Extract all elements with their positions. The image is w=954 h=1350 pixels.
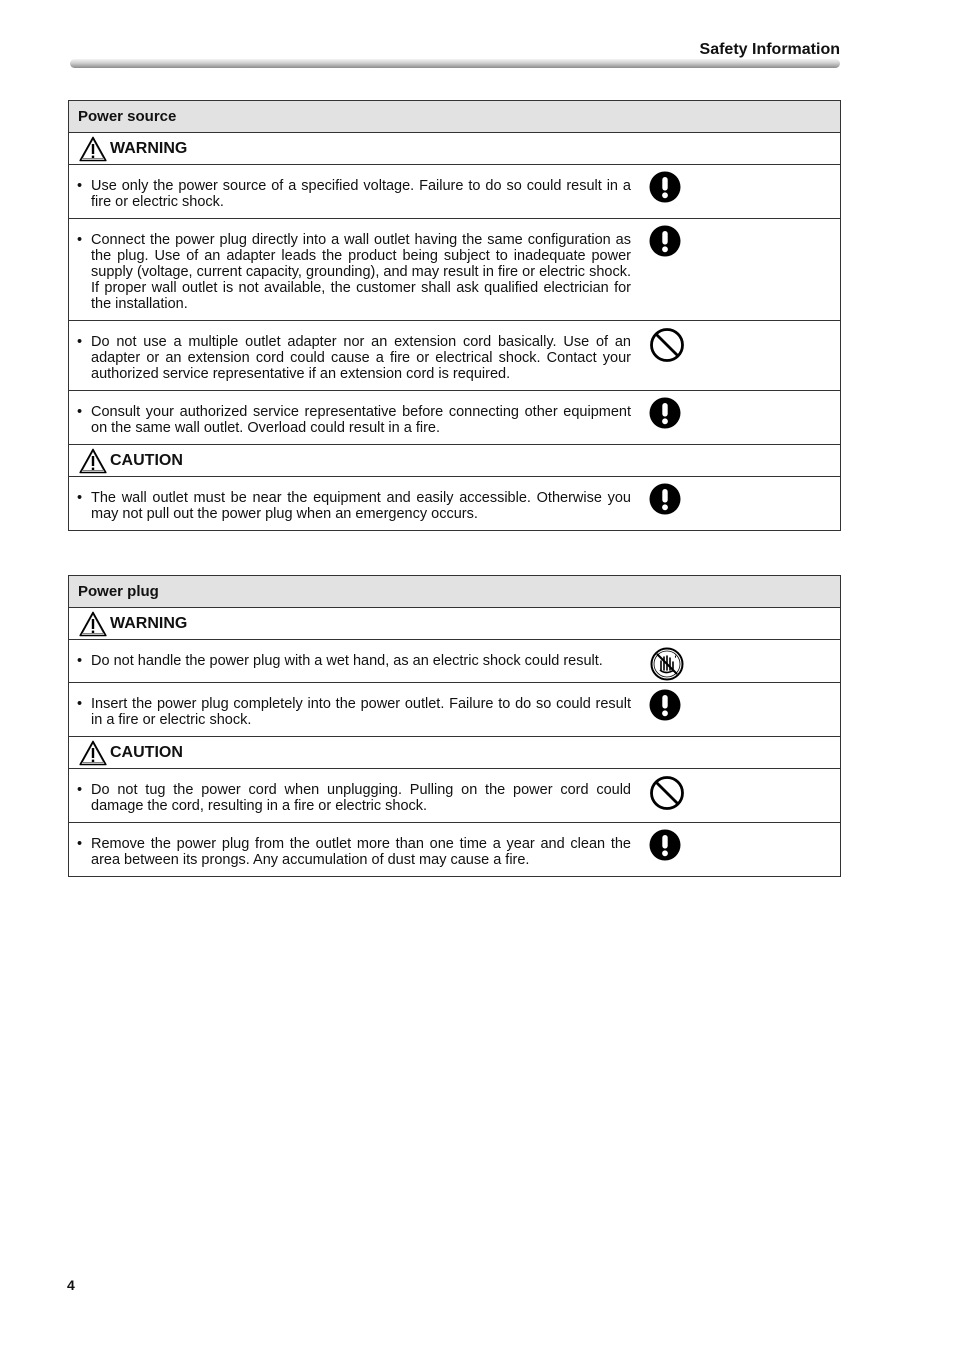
hazard-level-row [69,445,841,477]
header-divider-bar [70,59,840,68]
hazard-level-label: WARNING [110,139,188,157]
no-wet-hands-icon [631,640,699,682]
page-header-title: Safety Information [699,41,840,58]
hazard-level-row [69,133,841,165]
safety-item-text: • Consult your authorized service representative before connecting other equipment on the same wall outlet. Overload could result in a fire. [69,391,631,444]
safety-item [69,391,841,445]
hazard-level-label: CAUTION [110,743,183,761]
safety-item [69,823,841,877]
safety-item [69,321,841,391]
safety-item [69,219,841,321]
mandatory-action-icon [631,219,699,320]
safety-table [68,575,841,877]
safety-table [68,100,841,531]
safety-item-text: • Do not handle the power plug with a wet hand, as an electric shock could result. [69,640,631,682]
hazard-level-label: WARNING [110,614,188,632]
page-number: 4 [67,1277,75,1293]
warning-triangle-icon [79,611,107,637]
safety-item-text: • Use only the power source of a specified voltage. Failure to do so could result in a fire or electric shock. [69,165,631,218]
safety-item [69,165,841,219]
mandatory-action-icon [631,477,699,530]
mandatory-action-icon [631,823,699,876]
safety-item [69,477,841,531]
safety-item-text: • The wall outlet must be near the equipment and easily accessible. Otherwise you may not pull out the power plug when an emergency occurs. [69,477,631,530]
safety-item [69,769,841,823]
warning-triangle-icon [79,136,107,162]
mandatory-action-icon [631,391,699,444]
hazard-level-label: CAUTION [110,451,183,469]
section-title: Power source [69,101,841,133]
prohibited-icon [631,769,699,822]
safety-item-text: • Do not use a multiple outlet adapter nor an extension cord basically. Use of an adapter or an extension cord could cause a fire or electrical shock. Contact your authorized service representative if an extension cord is required. [69,321,631,390]
safety-item-text: • Remove the power plug from the outlet more than one time a year and clean the area between its prongs. Any accumulation of dust may cause a fire. [69,823,631,876]
prohibited-icon [631,321,699,390]
hazard-level-row [69,737,841,769]
safety-item [69,683,841,737]
safety-item [69,640,841,683]
safety-item-text: • Connect the power plug directly into a wall outlet having the same configuration as the plug. Use of an adapter leads the product being subject to inadequate power supply (voltage, current capacity, grounding), and may result in fire or electric shock. If proper wall outlet is not available, the customer shall ask qualified electrician for the installation. [69,219,631,320]
safety-item-text: • Insert the power plug completely into the power outlet. Failure to do so could result in a fire or electric shock. [69,683,631,736]
mandatory-action-icon [631,165,699,218]
hazard-level-row [69,608,841,640]
safety-item-text: • Do not tug the power cord when unplugging. Pulling on the power cord could damage the cord, resulting in a fire or electric shock. [69,769,631,822]
mandatory-action-icon [631,683,699,736]
warning-triangle-icon [79,448,107,474]
warning-triangle-icon [79,740,107,766]
section-title: Power plug [69,576,841,608]
